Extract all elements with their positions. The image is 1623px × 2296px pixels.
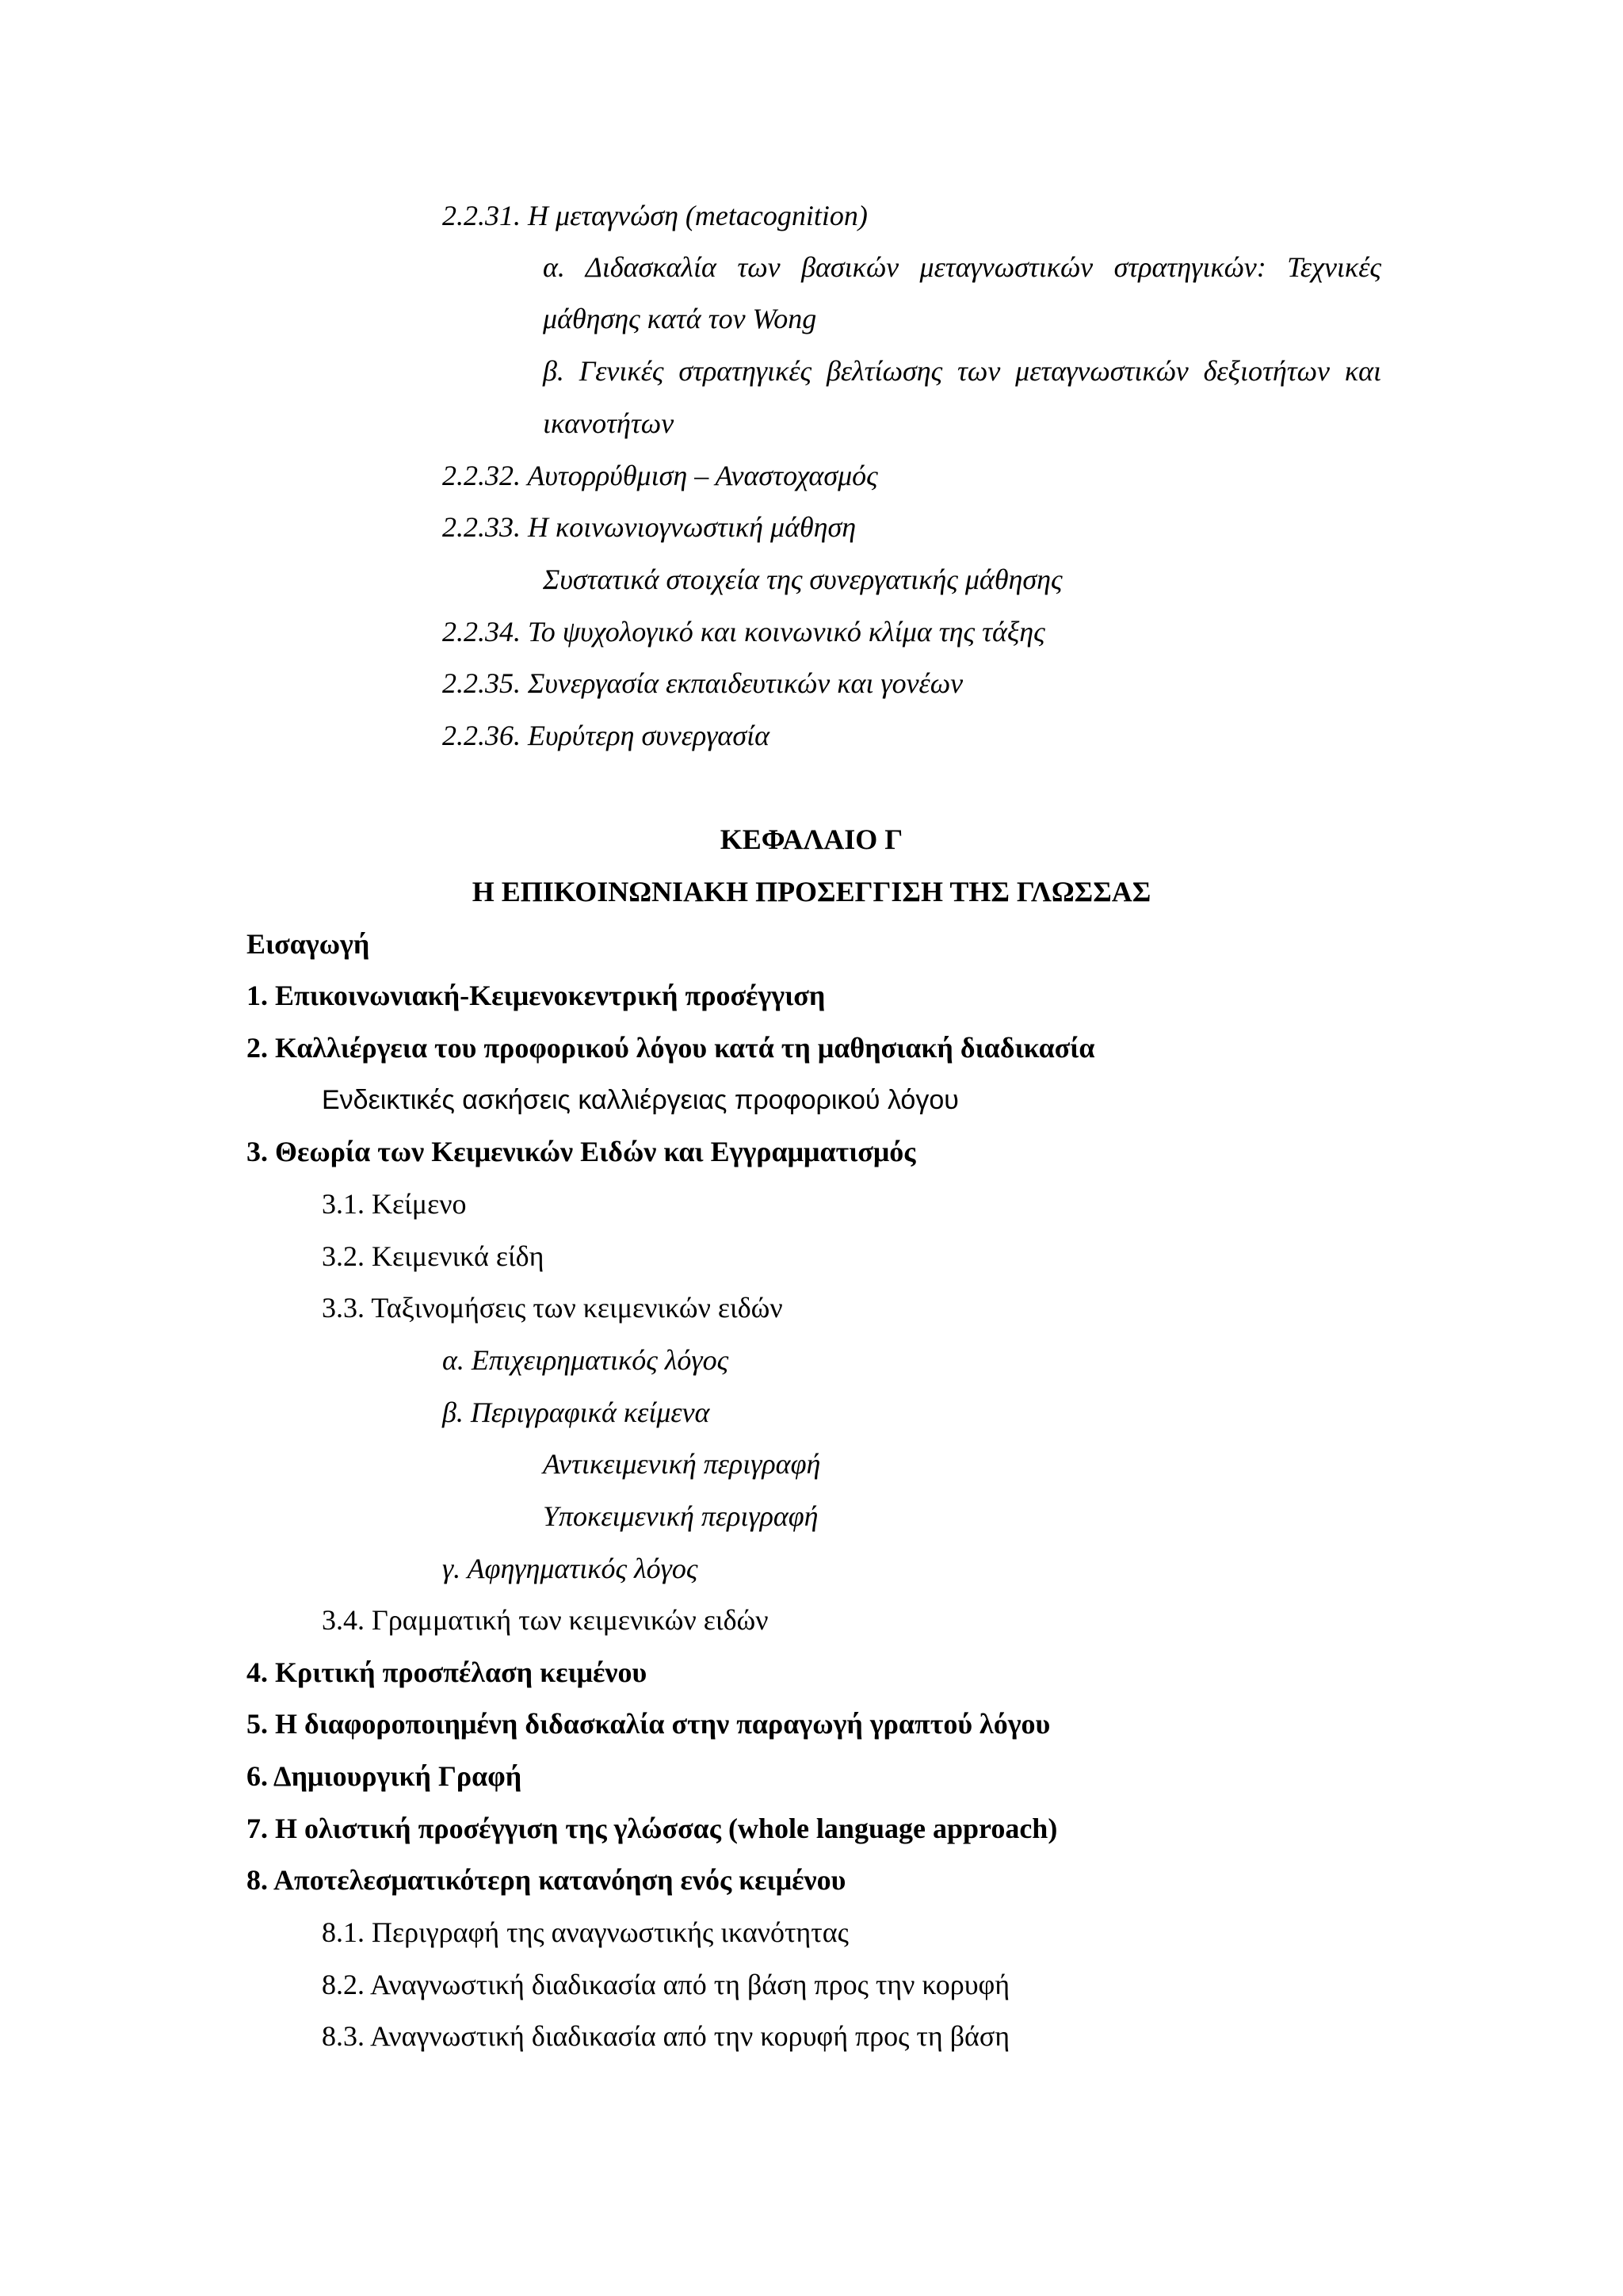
toc-entry-8-1: 8.1. Περιγραφή της αναγνωστικής ικανότητας: [322, 1916, 849, 1948]
toc-entry-2: 2. Καλλιέργεια του προφορικού λόγου κατά τη μαθησιακή διαδικασία: [246, 1032, 1095, 1064]
toc-entry-3-3-c: γ. Αφηγηματικός λόγος: [442, 1553, 698, 1584]
toc-entry-3: 3. Θεωρία των Κειμενικών Ειδών και Εγγραμματισμός: [246, 1136, 916, 1167]
toc-entry-3-3-a: α. Επιχειρηματικός λόγος: [442, 1344, 729, 1376]
toc-entry-3-3-b: β. Περιγραφικά κείμενα: [442, 1396, 710, 1428]
toc-entry-3-3-b-objective: Αντικειμενική περιγραφή: [543, 1448, 821, 1480]
toc-entry-6: 6. Δημιουργική Γραφή: [246, 1760, 522, 1792]
toc-entry-5: 5. Η διαφοροποιημένη διδασκαλία στην παραγωγή γραπτού λόγου: [246, 1708, 1051, 1740]
toc-entry-8-2: 8.2. Αναγνωστική διαδικασία από τη βάση προς την κορυφή: [322, 1969, 1010, 2000]
toc-entry-2-2-34: 2.2.34. Το ψυχολογικό και κοινωνικό κλίμα της τάξης: [442, 616, 1045, 648]
toc-entry-2-2-36: 2.2.36. Ευρύτερη συνεργασία: [442, 720, 769, 751]
chapter-title: Η ΕΠΙΚΟΙΝΩΝΙΑΚΗ ΠΡΟΣΕΓΓΙΣΗ ΤΗΣ ΓΛΩΣΣΑΣ: [472, 876, 1151, 907]
toc-entry-intro: Εισαγωγή: [246, 928, 370, 960]
toc-entry-2-2-31-a-line1: α. Διδασκαλία των βασικών μεταγνωστικών στρατηγικών: Τεχνικές: [543, 251, 1381, 283]
toc-entry-2-2-31-b-line1: β. Γενικές στρατηγικές βελτίωσης των μεταγνωστικών δεξιοτήτων και: [543, 355, 1381, 387]
toc-entry-2-2-32: 2.2.32. Αυτορρύθμιση – Αναστοχασμός: [442, 460, 878, 491]
toc-entry-4: 4. Κριτική προσπέλαση κειμένου: [246, 1656, 647, 1688]
chapter-label: ΚΕΦΑΛΑΙΟ Γ: [720, 823, 903, 855]
toc-entry-2-sub: Ενδεικτικές ασκήσεις καλλιέργειας προφορικού λόγου: [322, 1085, 959, 1115]
toc-entry-7: 7. Η ολιστική προσέγγιση της γλώσσας (whole language approach): [246, 1813, 1058, 1844]
toc-entry-2-2-33-sub: Συστατικά στοιχεία της συνεργατικής μάθησης: [543, 563, 1063, 595]
toc-entry-2-2-31-a-line2: μάθησης κατά τον Wong: [543, 303, 817, 334]
toc-entry-2-2-31: 2.2.31. Η μεταγνώση (metacognition): [442, 200, 868, 231]
toc-entry-1: 1. Επικοινωνιακή-Κειμενοκεντρική προσέγγιση: [246, 980, 826, 1011]
toc-entry-3-3: 3.3. Ταξινομήσεις των κειμενικών ειδών: [322, 1292, 783, 1324]
toc-entry-2-2-31-b-line2: ικανοτήτων: [543, 407, 674, 439]
toc-entry-3-1: 3.1. Κείμενο: [322, 1188, 467, 1220]
toc-entry-3-4: 3.4. Γραμματική των κειμενικών ειδών: [322, 1604, 769, 1636]
toc-entry-3-2: 3.2. Κειμενικά είδη: [322, 1240, 544, 1272]
toc-entry-8-3: 8.3. Αναγνωστική διαδικασία από την κορυφή προς τη βάση: [322, 2020, 1010, 2052]
toc-entry-2-2-33: 2.2.33. Η κοινωνιογνωστική μάθηση: [442, 511, 857, 543]
toc-entry-3-3-b-subjective: Υποκειμενική περιγραφή: [543, 1500, 819, 1532]
toc-entry-2-2-35: 2.2.35. Συνεργασία εκπαιδευτικών και γονέων: [442, 667, 964, 699]
toc-entry-8: 8. Αποτελεσματικότερη κατανόηση ενός κειμένου: [246, 1864, 846, 1896]
